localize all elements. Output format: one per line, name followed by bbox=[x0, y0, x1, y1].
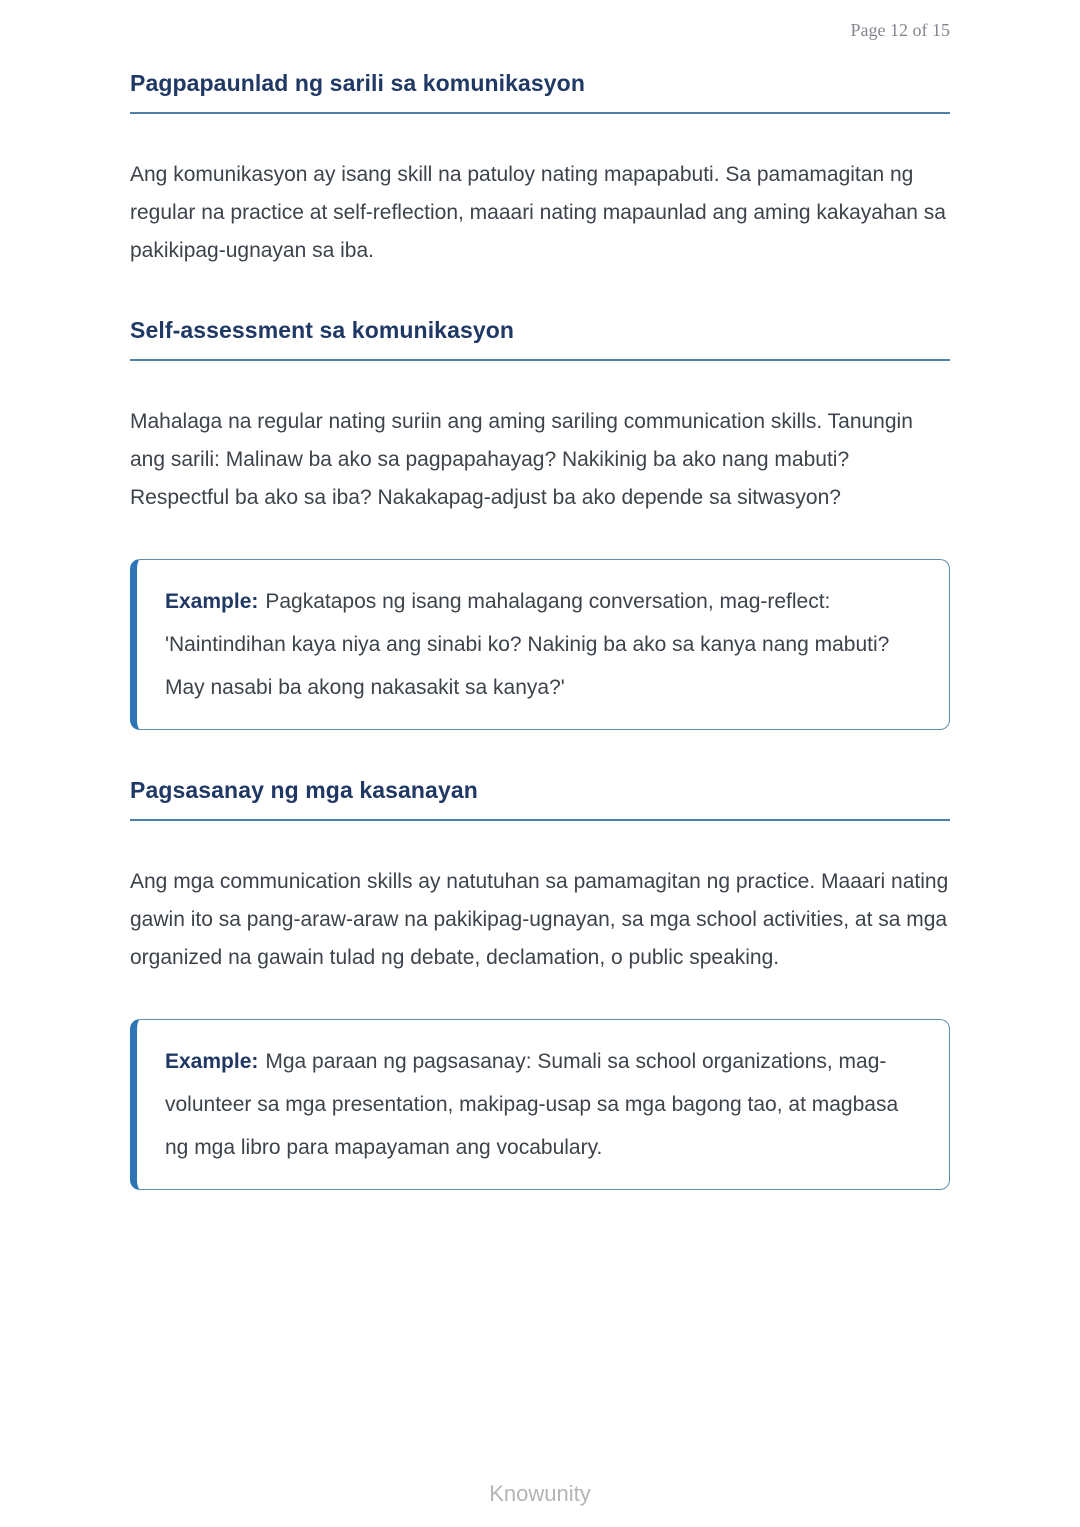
section-heading-self-assessment: Self-assessment sa komunikasyon bbox=[130, 317, 515, 343]
body-paragraph: Ang mga communication skills ay natutuhan sa pamamagitan ng practice. Maaari nating gawin ito sa pang-araw-araw na pakikipag-ugnayan, sa mga school activities, at sa mga organized na gawain tulad ng debate, declamation, o public speaking. bbox=[130, 870, 949, 969]
example-text: Pagkatapos ng isang mahalagang conversation, mag-reflect: 'Naintindihan kaya niya ang sinabi ko? Nakinig ba ako sa kanya nang mabuti? May nasabi ba akong nakasakit sa kanya?' bbox=[165, 590, 890, 699]
body-paragraph: Mahalaga na regular nating suriin ang aming sariling communication skills. Tanungin ang sarili: Malinaw ba ako sa pagpapahayag? Nakikinig ba ako nang mabuti? Respectful ba ako sa iba? Nakakapag-adjust ba ako depende sa sitwasyon? bbox=[130, 410, 913, 509]
example-label: Example: bbox=[165, 1050, 259, 1073]
page-indicator: Page 12 of 15 bbox=[850, 20, 950, 40]
body-paragraph: Ang komunikasyon ay isang skill na patuloy nating mapapabuti. Sa pamamagitan ng regular na practice at self-reflection, maaari nating mapaunlad ang aming kakayahan sa pakikipag-ugnayan sa iba. bbox=[130, 163, 946, 262]
heading-rule bbox=[130, 819, 950, 821]
heading-rule bbox=[130, 112, 950, 114]
section-heading-pagsasanay: Pagsasanay ng mga kasanayan bbox=[130, 777, 478, 803]
heading-rule bbox=[130, 359, 950, 361]
example-box bbox=[130, 559, 950, 730]
example-box bbox=[130, 1019, 950, 1190]
section-heading-pagpapaunlad: Pagpapaunlad ng sarili sa komunikasyon bbox=[130, 70, 585, 96]
footer-brand: Knowunity bbox=[489, 1481, 591, 1506]
example-label: Example: bbox=[165, 590, 259, 613]
example-text: Mga paraan ng pagsasanay: Sumali sa school organizations, mag-volunteer sa mga presentation, makipag-usap sa mga bagong tao, at magbasa ng mga libro para mapayaman ang vocabulary. bbox=[165, 1050, 899, 1159]
